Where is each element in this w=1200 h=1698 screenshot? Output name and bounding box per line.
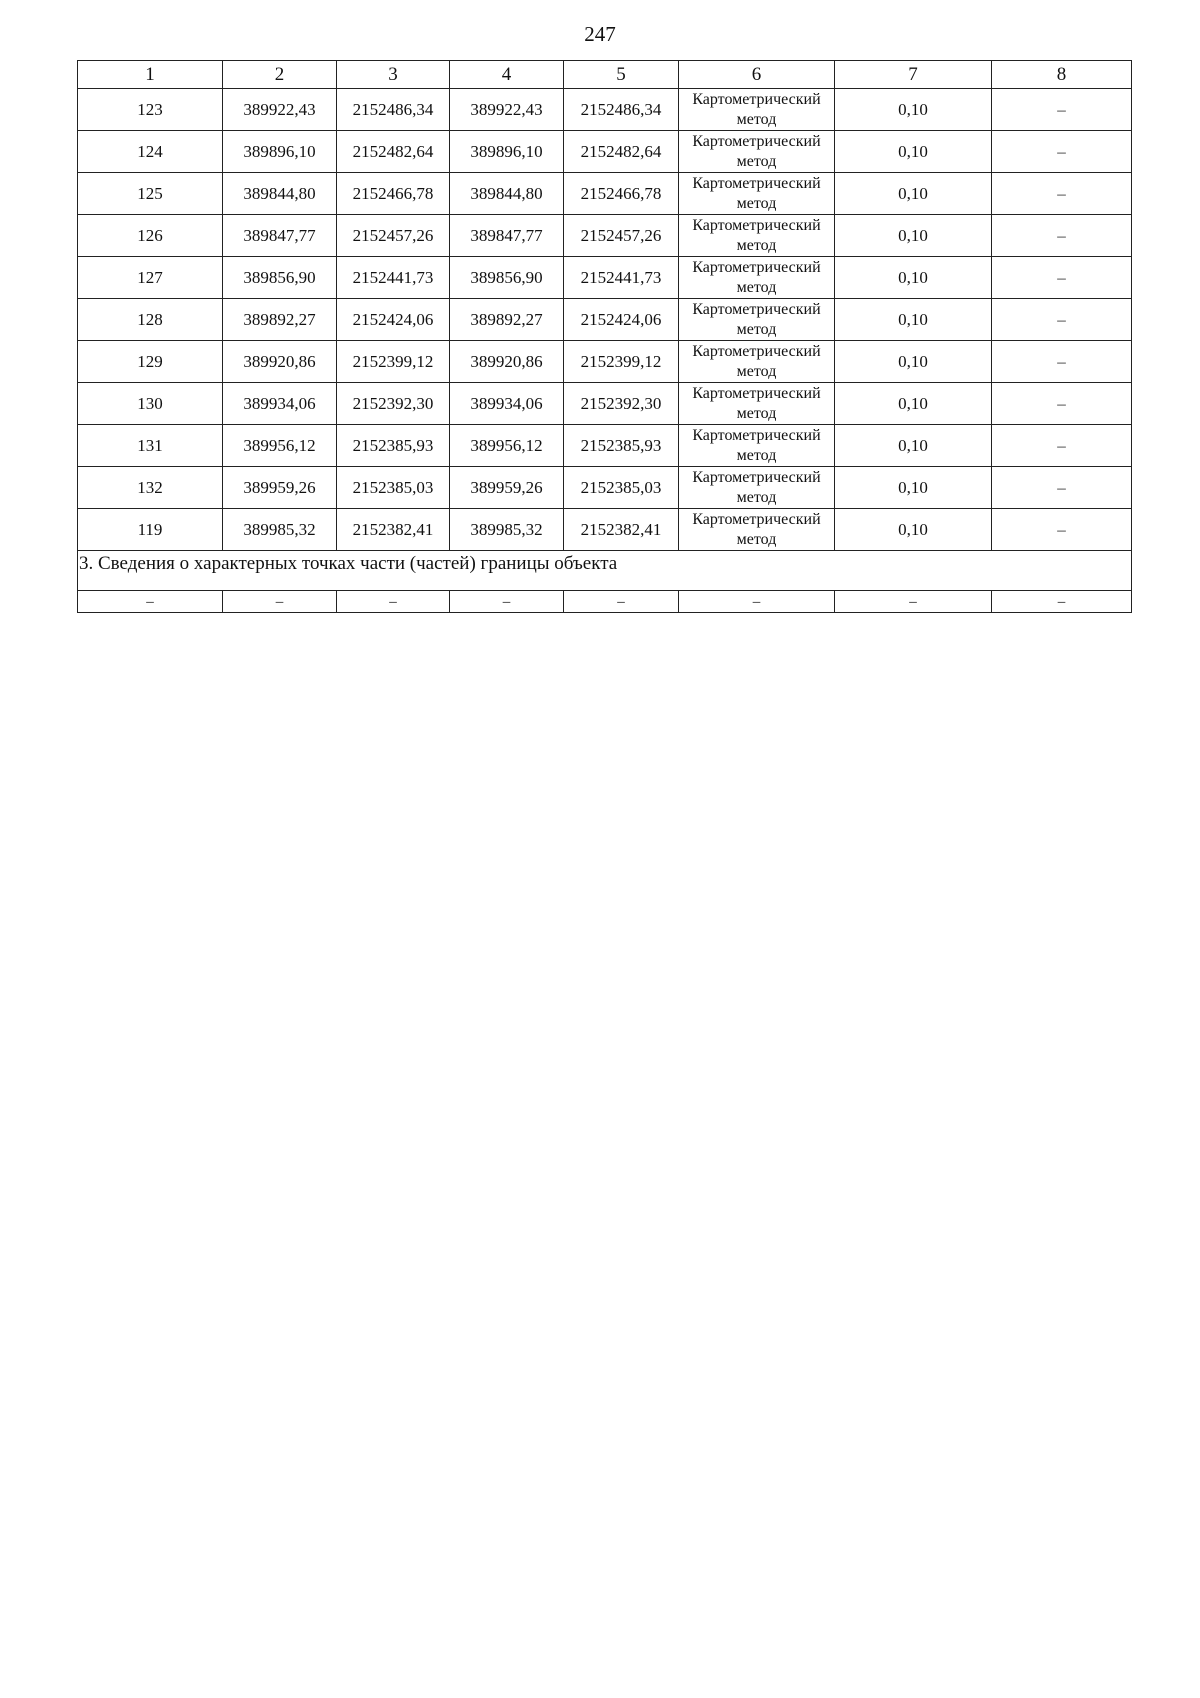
method-label-line2: метод [736, 278, 777, 296]
column-number: 8 [992, 61, 1132, 89]
point-number-cell: 125 [78, 173, 223, 215]
existing-y-cell: 2152457,26 [337, 215, 450, 257]
existing-x-cell: 389985,32 [223, 509, 337, 551]
table-cell: – [679, 591, 835, 613]
boundary-points-table [77, 60, 1132, 613]
refined-x-cell: 389934,06 [450, 383, 564, 425]
point-number-cell: 132 [78, 467, 223, 509]
refined-y-cell: 2152399,12 [564, 341, 679, 383]
existing-x-cell: 389920,86 [223, 341, 337, 383]
accuracy-cell: 0,10 [835, 257, 992, 299]
table-cell: – [337, 591, 450, 613]
method-label-line1: Картометрический [692, 90, 821, 108]
method-label-line2: метод [736, 194, 777, 212]
existing-y-cell: 2152382,41 [337, 509, 450, 551]
method-label-line2: метод [736, 446, 777, 464]
column-number: 3 [337, 61, 450, 89]
method-cell [679, 383, 835, 425]
existing-x-cell: 389956,12 [223, 425, 337, 467]
method-label-line1: Картометрический [692, 384, 821, 402]
refined-y-cell: 2152385,93 [564, 425, 679, 467]
point-number-cell: 127 [78, 257, 223, 299]
accuracy-cell: 0,10 [835, 215, 992, 257]
accuracy-cell: 0,10 [835, 89, 992, 131]
method-label-line2: метод [736, 488, 777, 506]
existing-y-cell: 2152466,78 [337, 173, 450, 215]
method-label-line1: Картометрический [692, 216, 821, 234]
refined-y-cell: 2152382,41 [564, 509, 679, 551]
point-number-cell: 119 [78, 509, 223, 551]
note-cell: – [992, 425, 1132, 467]
method-label-line1: Картометрический [692, 468, 821, 486]
table-row [78, 257, 1132, 299]
method-cell [679, 425, 835, 467]
existing-y-cell: 2152441,73 [337, 257, 450, 299]
method-label-line2: метод [736, 362, 777, 380]
table-cell: – [564, 591, 679, 613]
note-cell: – [992, 299, 1132, 341]
refined-x-cell: 389847,77 [450, 215, 564, 257]
table-cell: – [223, 591, 337, 613]
method-cell [679, 131, 835, 173]
refined-y-cell: 2152482,64 [564, 131, 679, 173]
accuracy-cell: 0,10 [835, 173, 992, 215]
note-cell: – [992, 131, 1132, 173]
existing-x-cell: 389892,27 [223, 299, 337, 341]
accuracy-cell: 0,10 [835, 383, 992, 425]
method-cell [679, 467, 835, 509]
point-number-cell: 129 [78, 341, 223, 383]
existing-y-cell: 2152392,30 [337, 383, 450, 425]
refined-x-cell: 389956,12 [450, 425, 564, 467]
point-number-cell: 130 [78, 383, 223, 425]
column-number: 2 [223, 61, 337, 89]
note-cell: – [992, 509, 1132, 551]
existing-y-cell: 2152399,12 [337, 341, 450, 383]
accuracy-cell: 0,10 [835, 341, 992, 383]
accuracy-cell: 0,10 [835, 299, 992, 341]
existing-y-cell: 2152385,93 [337, 425, 450, 467]
method-label-line2: метод [736, 320, 777, 338]
point-number-cell: 123 [78, 89, 223, 131]
existing-x-cell: 389844,80 [223, 173, 337, 215]
refined-x-cell: 389856,90 [450, 257, 564, 299]
existing-x-cell: 389934,06 [223, 383, 337, 425]
refined-y-cell: 2152486,34 [564, 89, 679, 131]
existing-x-cell: 389847,77 [223, 215, 337, 257]
method-label-line2: метод [736, 530, 777, 548]
accuracy-cell: 0,10 [835, 131, 992, 173]
existing-y-cell: 2152424,06 [337, 299, 450, 341]
table-row [78, 299, 1132, 341]
column-number: 1 [78, 61, 223, 89]
table-cell: – [78, 591, 223, 613]
method-cell [679, 341, 835, 383]
existing-x-cell: 389856,90 [223, 257, 337, 299]
column-number: 6 [679, 61, 835, 89]
point-number-cell: 124 [78, 131, 223, 173]
method-cell [679, 215, 835, 257]
method-cell [679, 173, 835, 215]
refined-y-cell: 2152424,06 [564, 299, 679, 341]
method-cell [679, 89, 835, 131]
column-number: 7 [835, 61, 992, 89]
table-cell: – [835, 591, 992, 613]
existing-x-cell: 389959,26 [223, 467, 337, 509]
column-number: 5 [564, 61, 679, 89]
table-row [78, 173, 1132, 215]
existing-x-cell: 389922,43 [223, 89, 337, 131]
note-cell: – [992, 467, 1132, 509]
method-label-line1: Картометрический [692, 342, 821, 360]
accuracy-cell: 0,10 [835, 467, 992, 509]
existing-x-cell: 389896,10 [223, 131, 337, 173]
method-label-line1: Картометрический [692, 300, 821, 318]
method-label-line2: метод [736, 152, 777, 170]
point-number-cell: 131 [78, 425, 223, 467]
table-cell: – [450, 591, 564, 613]
method-label-line1: Картометрический [692, 258, 821, 276]
existing-y-cell: 2152385,03 [337, 467, 450, 509]
section-3-empty-row [78, 591, 1132, 613]
table-row [78, 89, 1132, 131]
note-cell: – [992, 341, 1132, 383]
note-cell: – [992, 215, 1132, 257]
point-number-cell: 128 [78, 299, 223, 341]
method-label-line1: Картометрический [692, 174, 821, 192]
refined-y-cell: 2152441,73 [564, 257, 679, 299]
note-cell: – [992, 173, 1132, 215]
method-label-line2: метод [736, 236, 777, 254]
table-cell: – [992, 591, 1132, 613]
table-row [78, 509, 1132, 551]
method-label-line1: Картометрический [692, 426, 821, 444]
method-cell [679, 299, 835, 341]
refined-y-cell: 2152466,78 [564, 173, 679, 215]
note-cell: – [992, 383, 1132, 425]
page-number: 247 [584, 22, 616, 46]
refined-x-cell: 389892,27 [450, 299, 564, 341]
accuracy-cell: 0,10 [835, 425, 992, 467]
table-row [78, 383, 1132, 425]
section-3-title: 3. Сведения о характерных точках части (частей) границы объекта [78, 551, 1132, 591]
note-cell: – [992, 89, 1132, 131]
table-row [78, 215, 1132, 257]
accuracy-cell: 0,10 [835, 509, 992, 551]
note-cell: – [992, 257, 1132, 299]
refined-x-cell: 389844,80 [450, 173, 564, 215]
refined-y-cell: 2152385,03 [564, 467, 679, 509]
refined-x-cell: 389985,32 [450, 509, 564, 551]
section-3-heading-row [78, 551, 1132, 591]
refined-y-cell: 2152457,26 [564, 215, 679, 257]
table-row [78, 341, 1132, 383]
method-label-line1: Картометрический [692, 510, 821, 528]
method-label-line2: метод [736, 404, 777, 422]
method-cell [679, 257, 835, 299]
table-row [78, 467, 1132, 509]
refined-x-cell: 389896,10 [450, 131, 564, 173]
refined-x-cell: 389920,86 [450, 341, 564, 383]
existing-y-cell: 2152486,34 [337, 89, 450, 131]
column-number-row [78, 61, 1132, 89]
refined-x-cell: 389922,43 [450, 89, 564, 131]
point-number-cell: 126 [78, 215, 223, 257]
table-row [78, 131, 1132, 173]
existing-y-cell: 2152482,64 [337, 131, 450, 173]
method-label-line2: метод [736, 110, 777, 128]
table-row [78, 425, 1132, 467]
method-label-line1: Картометрический [692, 132, 821, 150]
refined-y-cell: 2152392,30 [564, 383, 679, 425]
refined-x-cell: 389959,26 [450, 467, 564, 509]
method-cell [679, 509, 835, 551]
column-number: 4 [450, 61, 564, 89]
